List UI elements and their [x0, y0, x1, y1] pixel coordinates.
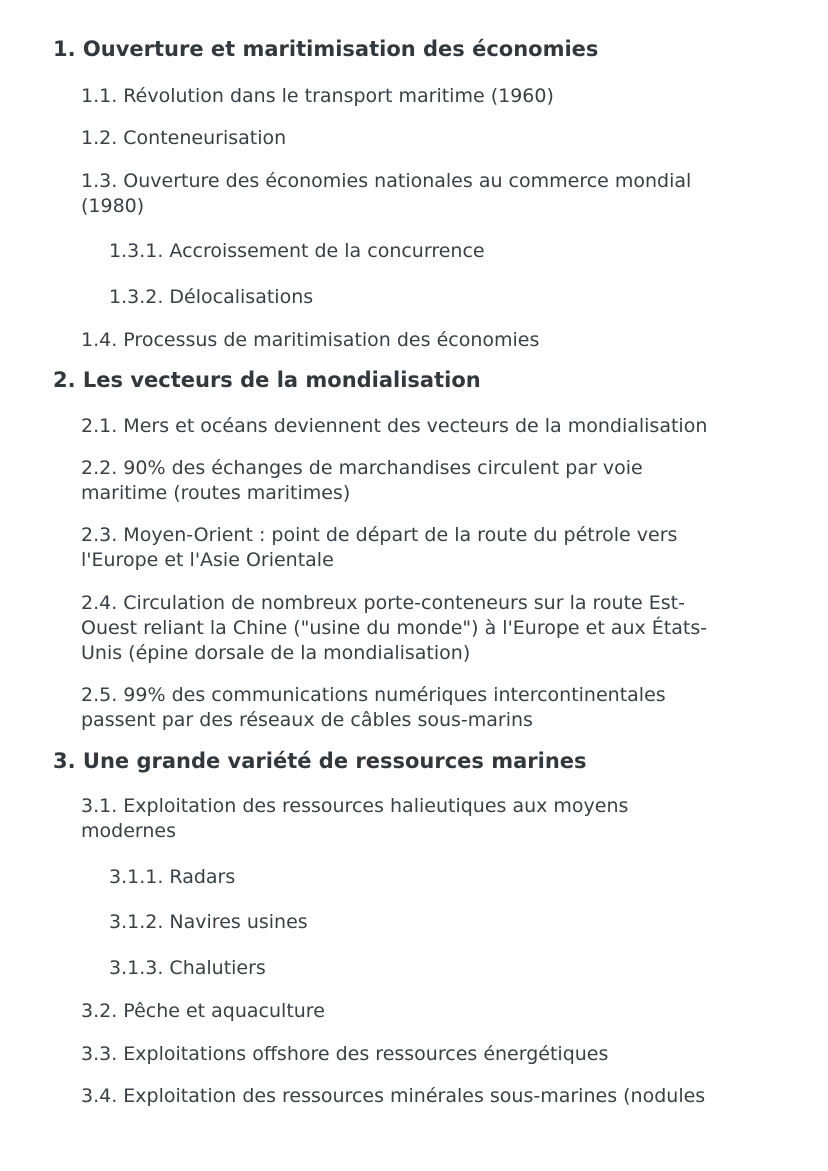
outline-item-2-4-line-3: Unis (épine dorsale de la mondialisation) [81, 642, 471, 664]
outline-item-3-1-1: 3.1.1. Radars [109, 866, 236, 888]
outline-item-3-1-line-1: 3.1. Exploitation des ressources halieutiques aux moyens [81, 795, 629, 817]
outline-item-3-3: 3.3. Exploitations offshore des ressources énergétiques [81, 1043, 609, 1065]
outline-item-2-1: 2.1. Mers et océans deviennent des vecteurs de la mondialisation [81, 415, 708, 437]
outline-item-2-4-line-1: 2.4. Circulation de nombreux porte-conteneurs sur la route Est- [81, 592, 685, 614]
outline-item-1-3-line-2: (1980) [81, 195, 145, 217]
outline-item-2-3-line-2: l'Europe et l'Asie Orientale [81, 549, 334, 571]
section-heading-1: 1. Ouverture et maritimisation des économies [53, 37, 599, 61]
outline-item-1-3-2: 1.3.2. Délocalisations [109, 286, 314, 308]
outline-item-3-1-2: 3.1.2. Navires usines [109, 911, 308, 933]
outline-item-3-2: 3.2. Pêche et aquaculture [81, 1000, 325, 1022]
outline-item-3-1-3: 3.1.3. Chalutiers [109, 957, 266, 979]
outline-item-1-3-line-1: 1.3. Ouverture des économies nationales au commerce mondial [81, 170, 692, 192]
outline-item-2-4-line-2: Ouest reliant la Chine ("usine du monde") à l'Europe et aux États- [81, 617, 708, 639]
outline-item-1-2: 1.2. Conteneurisation [81, 127, 287, 149]
section-heading-2: 2. Les vecteurs de la mondialisation [53, 368, 481, 392]
outline-item-1-4: 1.4. Processus de maritimisation des économies [81, 329, 540, 351]
outline-item-2-5-line-1: 2.5. 99% des communications numériques intercontinentales [81, 684, 666, 706]
section-heading-3: 3. Une grande variété de ressources marines [53, 749, 587, 773]
outline-item-1-1: 1.1. Révolution dans le transport maritime (1960) [81, 85, 554, 107]
outline-item-2-3-line-1: 2.3. Moyen-Orient : point de départ de la route du pétrole vers [81, 524, 678, 546]
outline-item-3-1-line-2: modernes [81, 820, 176, 842]
outline-item-1-3-1: 1.3.1. Accroissement de la concurrence [109, 240, 485, 262]
outline-item-2-5-line-2: passent par des réseaux de câbles sous-marins [81, 709, 533, 731]
outline-item-3-4: 3.4. Exploitation des ressources minérales sous-marines (nodules [81, 1085, 706, 1107]
outline-item-2-2-line-1: 2.2. 90% des échanges de marchandises circulent par voie [81, 457, 643, 479]
outline-item-2-2-line-2: maritime (routes maritimes) [81, 482, 351, 504]
